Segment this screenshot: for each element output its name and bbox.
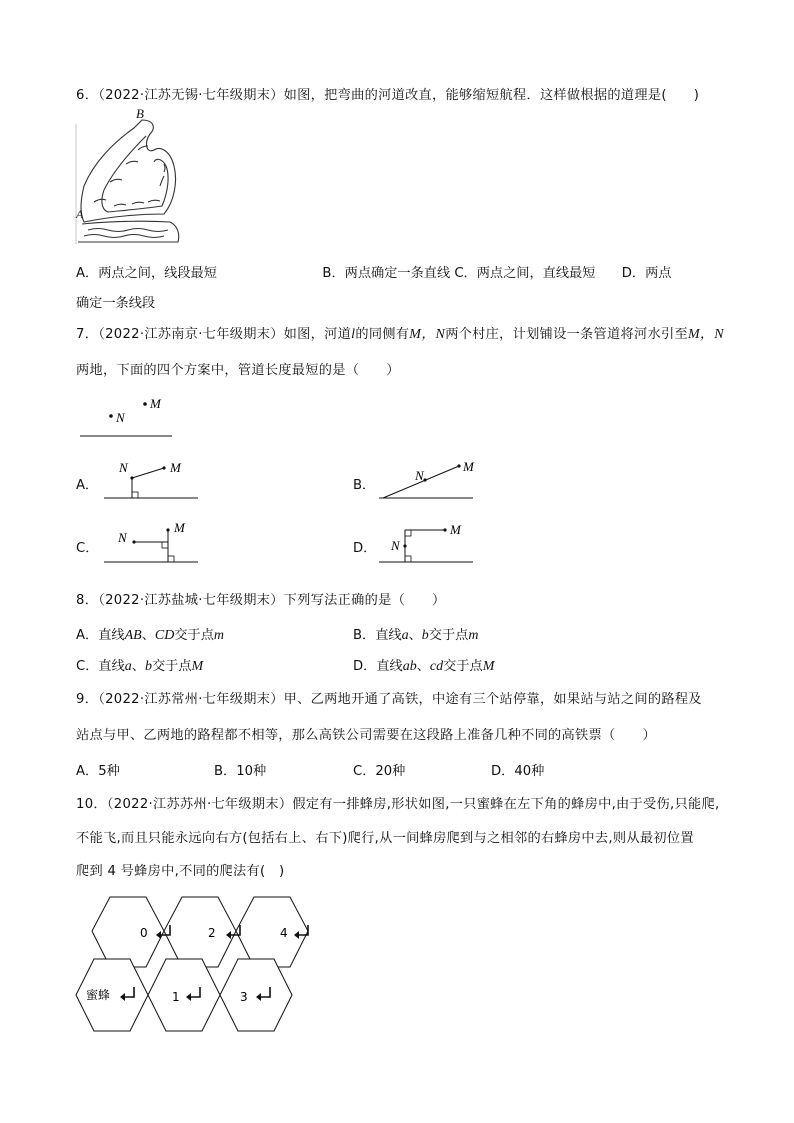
q9-option-a: A．5种 — [76, 764, 120, 779]
q7d-n: N — [391, 538, 400, 553]
q8c-var2: b — [144, 659, 152, 674]
q8d-var2: cd — [429, 659, 444, 674]
q8a-pt: m — [213, 628, 225, 643]
q7-fig-n: N — [116, 410, 125, 425]
q7a-n: N — [119, 460, 128, 475]
q8b-mid: 、 — [408, 628, 422, 643]
q8b-var: a — [401, 628, 409, 643]
q7-option-c-figure — [100, 518, 204, 566]
hex-label-1: 1 — [172, 990, 180, 1004]
q7-option-b-figure — [375, 456, 479, 504]
q7-points-mn-2: M，N — [687, 327, 724, 342]
q7-stem-part1: 7．（2022·江苏南京·七年级期末）如图，河道 — [76, 327, 352, 342]
q7-option-c: C． — [76, 541, 99, 556]
q7-fig-m: M — [150, 396, 161, 411]
hex-cell-3 — [220, 959, 292, 1031]
hex-cell-0 — [92, 897, 164, 967]
q6-label-b: B — [136, 106, 144, 121]
q8c-post: 交于点 — [151, 659, 192, 674]
q6-options-line2: 确定一条线段 — [76, 296, 156, 311]
q6-label-a: A — [76, 207, 84, 221]
q8-stem: 8．（2022·江苏盐城·七年级期末）下列写法正确的是（ ） — [76, 593, 446, 608]
q8d-pre: D．直线 — [353, 659, 403, 674]
q7c-n: N — [118, 530, 127, 545]
q9-option-b: B．10种 — [214, 764, 267, 779]
q8c-pre: C．直线 — [76, 659, 125, 674]
q8a-mid: 、 — [141, 628, 155, 643]
q6-river-figure — [74, 106, 186, 246]
q7-main-figure — [76, 392, 186, 444]
q7-option-b: B． — [353, 478, 376, 493]
hex-cell-1 — [148, 959, 220, 1031]
q8a-pre: A．直线 — [76, 628, 125, 643]
q7-stem-part3: 两个村庄，计划铺设一条管道将河水引至 — [445, 327, 688, 342]
q8a-var: AB — [124, 628, 142, 643]
q7b-n: N — [415, 468, 424, 483]
q9-stem-line1: 9．（2022·江苏常州·七年级期末）甲、乙两地开通了高铁，中途有三个站停靠，如果站与站之间的路程及 — [76, 692, 702, 707]
hex-cell-2 — [164, 897, 236, 967]
hex-label-4: 4 — [280, 926, 288, 940]
q9-option-c: C．20种 — [353, 764, 406, 779]
hex-label-2: 2 — [208, 926, 216, 940]
q10-stem-line3: 爬到 4 号蜂房中,不同的爬法有( ) — [76, 864, 285, 879]
q8c-var: a — [124, 659, 132, 674]
q8d-post: 交于点 — [443, 659, 483, 674]
q8b-pt: m — [468, 628, 479, 643]
q7-option-a: A． — [76, 478, 99, 493]
q7a-m: M — [170, 460, 181, 475]
q7-option-d-figure — [375, 518, 479, 566]
hex-cell-4 — [236, 897, 308, 967]
q10-stem-line1: 10．（2022·江苏苏州·七年级期末）假定有一排蜂房,形状如图,一只蜜蜂在左下角的蜂房中,由于受伤,只能爬, — [76, 797, 720, 812]
q8b-pre: B．直线 — [353, 628, 402, 643]
hex-label-0: 0 — [140, 926, 148, 940]
q7-stem-line1 — [76, 323, 724, 343]
q8-option-a — [76, 624, 224, 644]
hex-label-bee: 蜜蜂 — [86, 988, 111, 1002]
q10-stem-line2: 不能飞,而且只能永远向右方(包括右上、右下)爬行,从一间蜂房爬到与之相邻的右蜂房中去,则从最初位置 — [76, 831, 694, 846]
q9-stem-line2: 站点与甲、乙两地的路程都不相等，那么高铁公司需要在这段路上准备几种不同的高铁票（ ） — [76, 728, 656, 743]
q7-stem-part2: 的同侧有 — [355, 327, 410, 342]
q7-option-d: D． — [353, 541, 377, 556]
q8-option-c — [76, 655, 203, 675]
q7d-m: M — [450, 522, 461, 537]
q8-option-d — [353, 655, 494, 675]
q7-points-mn: M，N — [409, 327, 446, 342]
q8b-var2: b — [421, 628, 429, 643]
q8a-post: 交于点 — [174, 628, 214, 643]
q8a-var2: CD — [154, 628, 175, 643]
q10-honeycomb-figure — [74, 895, 334, 1035]
q7c-m: M — [174, 520, 185, 535]
q8d-pt: M — [482, 659, 495, 674]
q7-river-l: l — [351, 327, 356, 342]
q9-option-d: D．40种 — [491, 764, 545, 779]
q7-stem-line2: 两地，下面的四个方案中，管道长度最短的是（ ） — [76, 363, 400, 378]
hex-label-3: 3 — [240, 990, 248, 1004]
q6-stem: 6．（2022·江苏无锡·七年级期末）如图，把弯曲的河道改直，能够缩短航程．这样做根据的道理是( ) — [76, 88, 700, 103]
q7-option-a-figure — [100, 456, 204, 504]
q6-options-line1: A．两点之间，线段最短 B．两点确定一条直线 C．两点之间，直线最短 D．两点 — [76, 266, 672, 281]
q8c-mid: 、 — [131, 659, 145, 674]
q8c-pt: M — [191, 659, 204, 674]
q8d-mid: 、 — [416, 659, 430, 674]
q7b-m: M — [463, 459, 474, 474]
q8b-post: 交于点 — [428, 628, 469, 643]
q8d-var: ab — [402, 659, 417, 674]
q8-option-b — [353, 624, 478, 644]
